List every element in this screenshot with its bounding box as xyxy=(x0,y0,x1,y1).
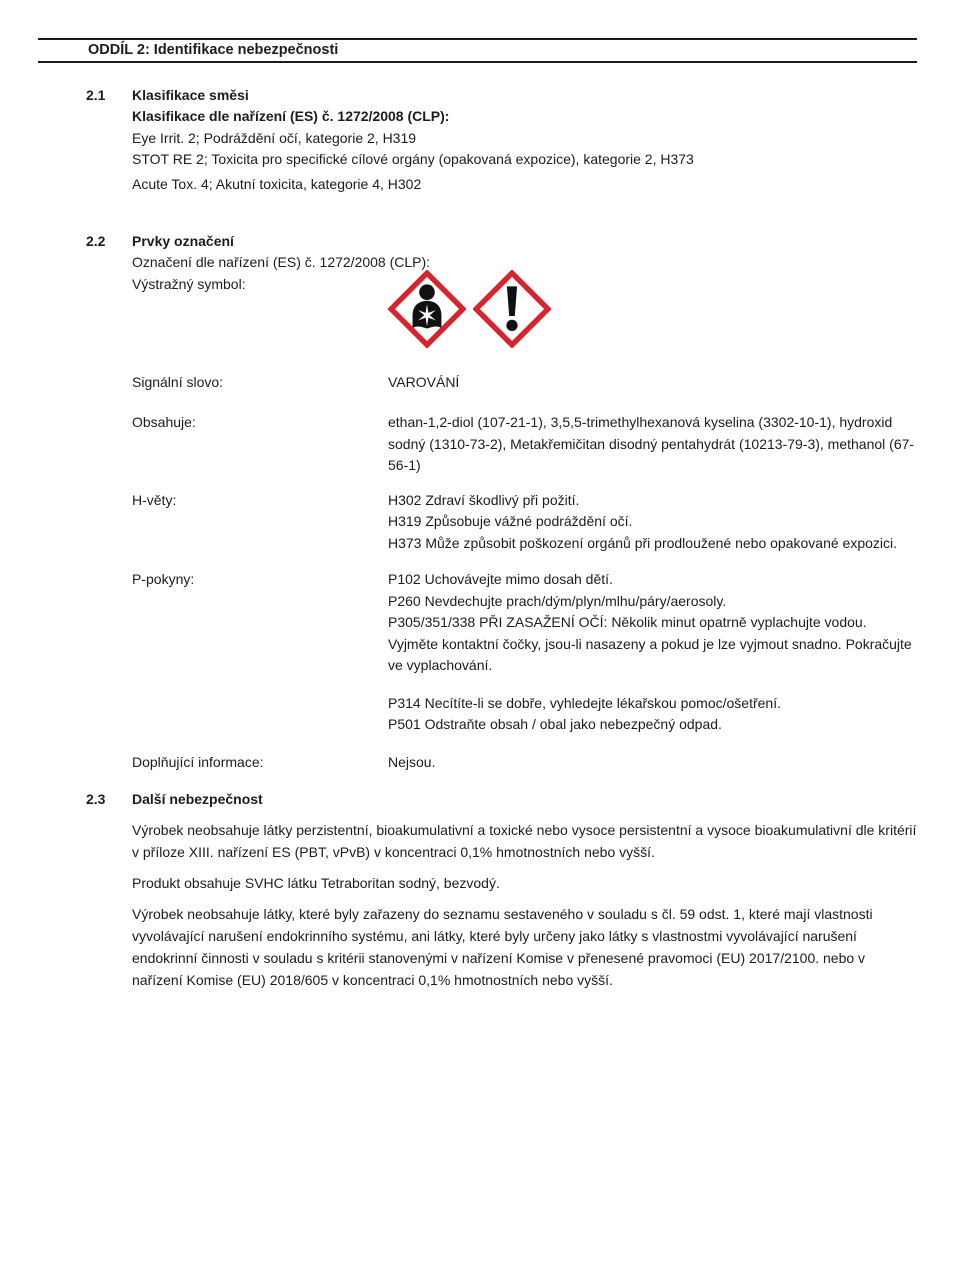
classification-entry: Acute Tox. 4; Akutní toxicita, kategorie 4, H302 xyxy=(132,175,422,192)
contains-label: Obsahuje: xyxy=(132,414,196,430)
p-statements-label: P-pokyny: xyxy=(132,571,195,587)
section-2-2 xyxy=(38,231,917,773)
section-2-1-title: Klasifikace směsi xyxy=(132,87,249,103)
p-statement: P501 Odstraňte obsah / obal jako nebezpečný odpad. xyxy=(388,716,722,732)
p-statement: P305/351/338 PŘI ZASAŽENÍ OČÍ: Několik minut opatrně vyplachujte vodou. Vyjměte kontaktní čočky, jsou-li nasazeny a pokud je lze vyjmout snadno. Pokračujte ve vyplachování. xyxy=(388,614,912,673)
h-statement: H302 Zdraví škodlivý při požití. xyxy=(388,491,580,508)
h-statement: H373 Může způsobit poškození orgánů při prodloužené nebo opakované expozici. xyxy=(388,534,898,551)
additional-info-label: Doplňující informace: xyxy=(132,753,264,770)
section-header-title: ODDÍL 2: Identifikace nebezpečnosti xyxy=(88,42,339,58)
section-2-3 xyxy=(38,789,917,991)
section-header xyxy=(38,38,917,63)
classification-entry: Eye Irrit. 2; Podráždění očí, kategorie 2, H319 xyxy=(132,129,417,146)
endocrine-paragraph: Výrobek neobsahuje látky, které byly zařazeny do seznamu sestaveného v souladu s čl. 59 odst. 1, které mají vlastnosti vyvolávající narušení endokrinního systému, ani látky, které byly určeny jako látky s vlastnostmi vyvolávající narušení endokrinní činnosti v souladu s kritérii stanovenými v nařízení Komise v přenesené pravomoci (EU) 2017/2100. nebo v nařízení Komise (EU) 2018/605 v koncentraci 0,1% hmotnostních nebo vyšší. xyxy=(132,906,873,988)
section-2-2-number: 2.2 xyxy=(86,233,106,249)
additional-info-value: Nejsou. xyxy=(388,753,436,770)
ghs08-health-hazard-icon xyxy=(388,270,466,348)
svhc-paragraph: Produkt obsahuje SVHC látku Tetraboritan sodný, bezvodý. xyxy=(132,875,500,891)
h-statements-row xyxy=(132,490,917,555)
classification-entry: STOT RE 2; Toxicita pro specifické cílové orgány (opakovaná expozice), kategorie 2, H373 xyxy=(132,151,694,167)
signal-word-row xyxy=(132,372,917,394)
additional-info-row xyxy=(132,752,917,774)
h-statements-label: H-věty: xyxy=(132,491,177,508)
p-statement: P102 Uchovávejte mimo dosah dětí. xyxy=(388,571,613,587)
hazard-symbol-label: Výstražný symbol: xyxy=(132,275,246,292)
signal-word-label: Signální slovo: xyxy=(132,373,224,390)
section-2-3-title: Další nebezpečnost xyxy=(132,791,263,807)
other-hazards-paragraph: Výrobek neobsahuje látky perzistentní, bioakumulativní a toxické nebo vysoce persistentní a vysoce bioakumulativní dle kritérií v příloze XIII. nařízení ES (PBT, vPvB) v koncentraci 0,1% hmotnostních nebo vyšší. xyxy=(132,822,917,860)
ghs-pictogram-group xyxy=(388,270,917,348)
section-2-2-title: Prvky označení xyxy=(132,233,234,249)
contains-value: ethan-1,2-diol (107-21-1), 3,5,5-trimethylhexanová kyselina (3302-10-1), hydroxid sodný (1310-73-2), Metakřemičitan disodný pentahydrát (10213-79-3), methanol (67-56-1) xyxy=(388,414,915,473)
h-statement: H319 Způsobuje vážné podráždění očí. xyxy=(388,513,633,529)
section-2-1-number: 2.1 xyxy=(86,87,106,103)
signal-word-value: VAROVÁNÍ xyxy=(388,373,460,390)
contains-row xyxy=(132,412,917,477)
p-statements-row xyxy=(132,569,917,736)
p-statement: P260 Nevdechujte prach/dým/plyn/mlhu/páry/aerosoly. xyxy=(388,592,727,609)
section-2-1 xyxy=(38,85,917,195)
ghs07-exclamation-mark-icon xyxy=(473,270,551,348)
labelling-regulation-line: Označení dle nařízení (ES) č. 1272/2008 (CLP): xyxy=(132,254,431,270)
p-statement: P314 Necítíte-li se dobře, vyhledejte lékařskou pomoc/ošetření. xyxy=(388,694,781,711)
hazard-symbol-row xyxy=(132,274,917,348)
classification-regulation-heading: Klasifikace dle nařízení (ES) č. 1272/2008 (CLP): xyxy=(132,108,450,124)
section-2-3-number: 2.3 xyxy=(86,791,106,807)
